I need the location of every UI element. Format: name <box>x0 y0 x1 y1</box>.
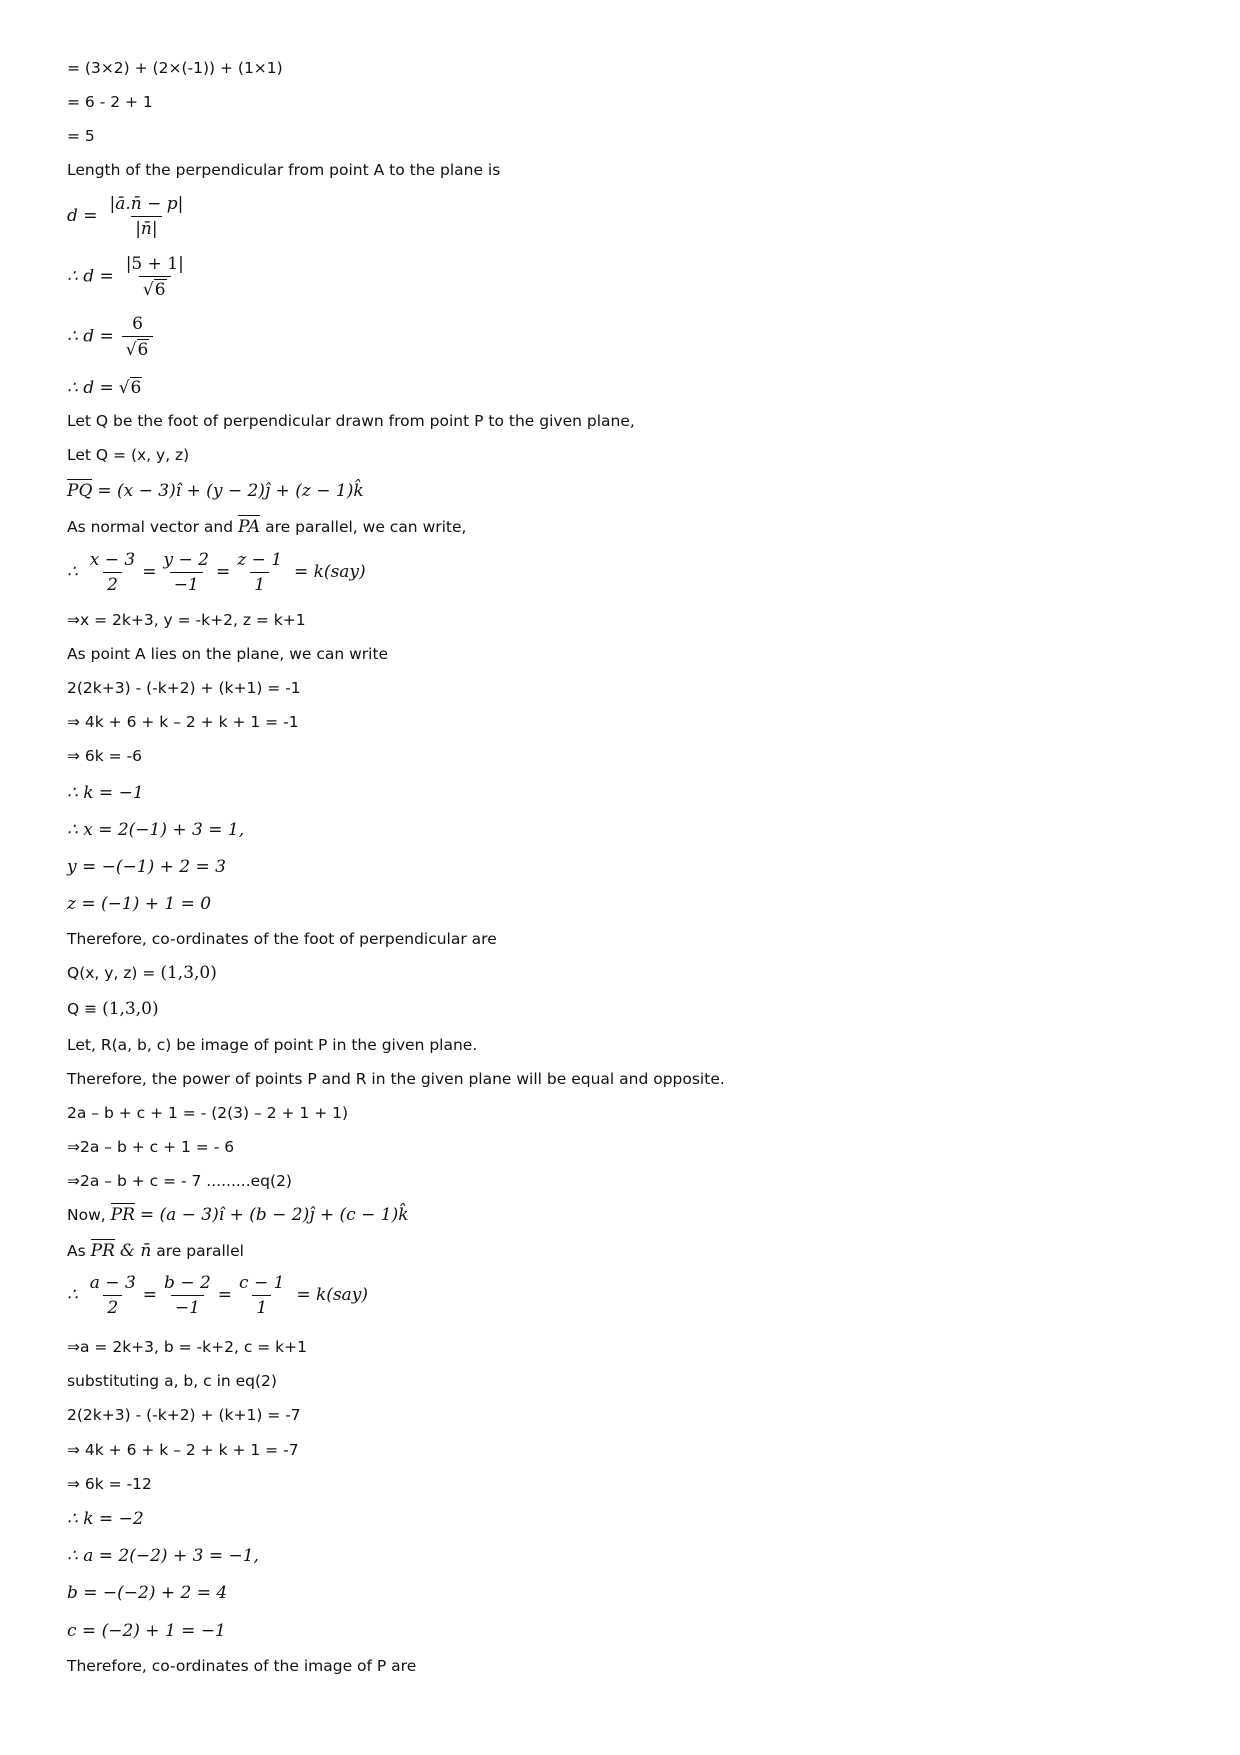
solution-page <box>67 0 1187 1755</box>
vector-name: PR <box>110 1205 135 1225</box>
formula-distance-result <box>67 377 142 398</box>
fraction <box>86 1273 140 1318</box>
text-line: As point A lies on the plane, we can write <box>67 645 389 663</box>
fraction <box>160 1273 215 1318</box>
text-line: Let Q = (x, y, z) <box>67 446 190 464</box>
text-segment: Q ≡ <box>67 1000 98 1018</box>
formula-lhs: ∴ d = <box>67 378 114 398</box>
text-line: ⇒x = 2k+3, y = -k+2, z = k+1 <box>67 611 306 629</box>
denominator: 1 <box>250 572 269 595</box>
fraction <box>159 550 212 595</box>
fraction <box>235 1273 288 1318</box>
text-line: ⇒ 4k + 6 + k – 2 + k + 1 = -7 <box>67 1441 299 1459</box>
sqrt-sign: √ <box>142 280 154 300</box>
numerator: 6 <box>132 314 143 334</box>
formula-lhs: ∴ d = <box>67 326 114 347</box>
coordinate-value: (1,3,0) <box>160 963 217 983</box>
formula-distance <box>67 194 190 239</box>
text-line: ⇒a = 2k+3, b = -k+2, c = k+1 <box>67 1338 308 1356</box>
math-line: ∴ a = 2(−2) + 3 = −1, <box>67 1546 259 1566</box>
denominator <box>139 276 171 300</box>
formula-lhs: d = <box>67 206 98 226</box>
text-segment: Now, <box>67 1206 106 1224</box>
text-segment: As normal vector and <box>67 518 234 536</box>
vector-name: & n̄ <box>119 1241 152 1261</box>
denominator: −1 <box>171 1295 204 1318</box>
text-line: Let, R(a, b, c) be image of point P in the given plane. <box>67 1036 478 1054</box>
text-segment: Q(x, y, z) = <box>67 964 156 982</box>
text-line: Therefore, the power of points P and R in the given plane will be equal and opposite. <box>67 1070 725 1088</box>
equals-sign: = <box>215 562 231 582</box>
text-line: 2(2k+3) - (-k+2) + (k+1) = -7 <box>67 1406 301 1424</box>
numerator: y − 2 <box>163 550 209 570</box>
fraction <box>233 550 286 595</box>
math-line: ∴ k = −1 <box>67 783 144 803</box>
formula-distance-simplified <box>67 314 156 360</box>
math-line: ∴ x = 2(−1) + 3 = 1, <box>67 820 245 840</box>
radicand: 6 <box>137 340 149 360</box>
formula-distance-sub <box>67 254 191 300</box>
sqrt <box>119 377 143 398</box>
sqrt-sign: √ <box>118 378 130 398</box>
denominator: 1 <box>252 1295 271 1318</box>
text-line: = 6 - 2 + 1 <box>67 93 153 111</box>
fraction <box>105 194 187 239</box>
denominator: 2 <box>103 1295 122 1318</box>
numerator: a − 3 <box>89 1273 136 1293</box>
text-line: 2(2k+3) - (-k+2) + (k+1) = -1 <box>67 679 301 697</box>
text-line: substituting a, b, c in eq(2) <box>67 1372 277 1390</box>
formula-lhs: ∴ d = <box>67 266 114 287</box>
equals-sign: = <box>217 1285 233 1305</box>
text-line: = (3×2) + (2×(-1)) + (1×1) <box>67 59 283 77</box>
formula-lhs: ∴ <box>67 1285 78 1305</box>
numerator: |5 + 1| <box>125 254 184 274</box>
equals-sign: = <box>142 1285 158 1305</box>
fraction <box>122 254 188 300</box>
fraction <box>122 314 154 360</box>
math-line: b = −(−2) + 2 = 4 <box>67 1583 228 1603</box>
numerator: |ā.n̄ − p| <box>109 194 184 214</box>
coordinate-value: (1,3,0) <box>102 999 159 1019</box>
text-line <box>67 963 217 983</box>
text-segment: are parallel <box>156 1242 244 1260</box>
text-line: ⇒2a – b + c + 1 = - 6 <box>67 1138 235 1156</box>
text-line: ⇒2a – b + c = - 7 .........eq(2) <box>67 1172 292 1190</box>
text-line <box>67 517 466 537</box>
sqrt-sign: √ <box>125 340 137 360</box>
text-line: Therefore, co-ordinates of the image of P are <box>67 1657 417 1675</box>
math-line: c = (−2) + 1 = −1 <box>67 1621 226 1641</box>
denominator: −1 <box>170 572 203 595</box>
text-line: Let Q be the foot of perpendicular drawn from point P to the given plane, <box>67 412 635 430</box>
text-line: 2a – b + c + 1 = - (2(3) – 2 + 1 + 1) <box>67 1104 349 1122</box>
formula-lhs: ∴ <box>67 562 78 582</box>
math-line: ∴ k = −2 <box>67 1509 144 1529</box>
vector-expression: = (x − 3)î + (y − 2)ĵ + (z − 1)k̂ <box>97 481 364 501</box>
numerator: z − 1 <box>237 550 283 570</box>
text-line: = 5 <box>67 127 95 145</box>
text-line <box>67 999 159 1019</box>
math-line: z = (−1) + 1 = 0 <box>67 894 212 914</box>
numerator: x − 3 <box>89 550 136 570</box>
text-segment: are parallel, we can write, <box>265 518 467 536</box>
text-segment: As <box>67 1242 86 1260</box>
text-line: Length of the perpendicular from point A to the plane is <box>67 161 501 179</box>
formula-ratio <box>67 550 366 595</box>
formula-rhs: = k(say) <box>293 562 366 582</box>
vector-expression: = (a − 3)î + (b − 2)ĵ + (c − 1)k̂ <box>139 1205 409 1225</box>
text-line <box>67 1241 244 1261</box>
numerator: b − 2 <box>164 1273 211 1293</box>
vector-pq <box>67 481 364 501</box>
math-line: y = −(−1) + 2 = 3 <box>67 857 226 877</box>
radicand: 6 <box>130 378 142 398</box>
denominator: |n̄| <box>131 216 161 239</box>
vector-name: PR <box>90 1241 115 1261</box>
vector-name: PA <box>238 517 261 537</box>
formula-ratio <box>67 1273 368 1318</box>
text-line: ⇒ 4k + 6 + k – 2 + k + 1 = -1 <box>67 713 299 731</box>
text-line: ⇒ 6k = -6 <box>67 747 143 765</box>
text-line: Therefore, co-ordinates of the foot of perpendicular are <box>67 930 497 948</box>
vector-pr <box>67 1205 409 1225</box>
denominator <box>122 336 154 360</box>
numerator: c − 1 <box>239 1273 285 1293</box>
denominator: 2 <box>103 572 122 595</box>
equals-sign: = <box>142 562 157 582</box>
text-line: ⇒ 6k = -12 <box>67 1475 152 1493</box>
vector-name: PQ <box>67 481 93 501</box>
fraction <box>86 550 139 595</box>
radicand: 6 <box>154 280 166 300</box>
formula-rhs: = k(say) <box>296 1285 369 1305</box>
